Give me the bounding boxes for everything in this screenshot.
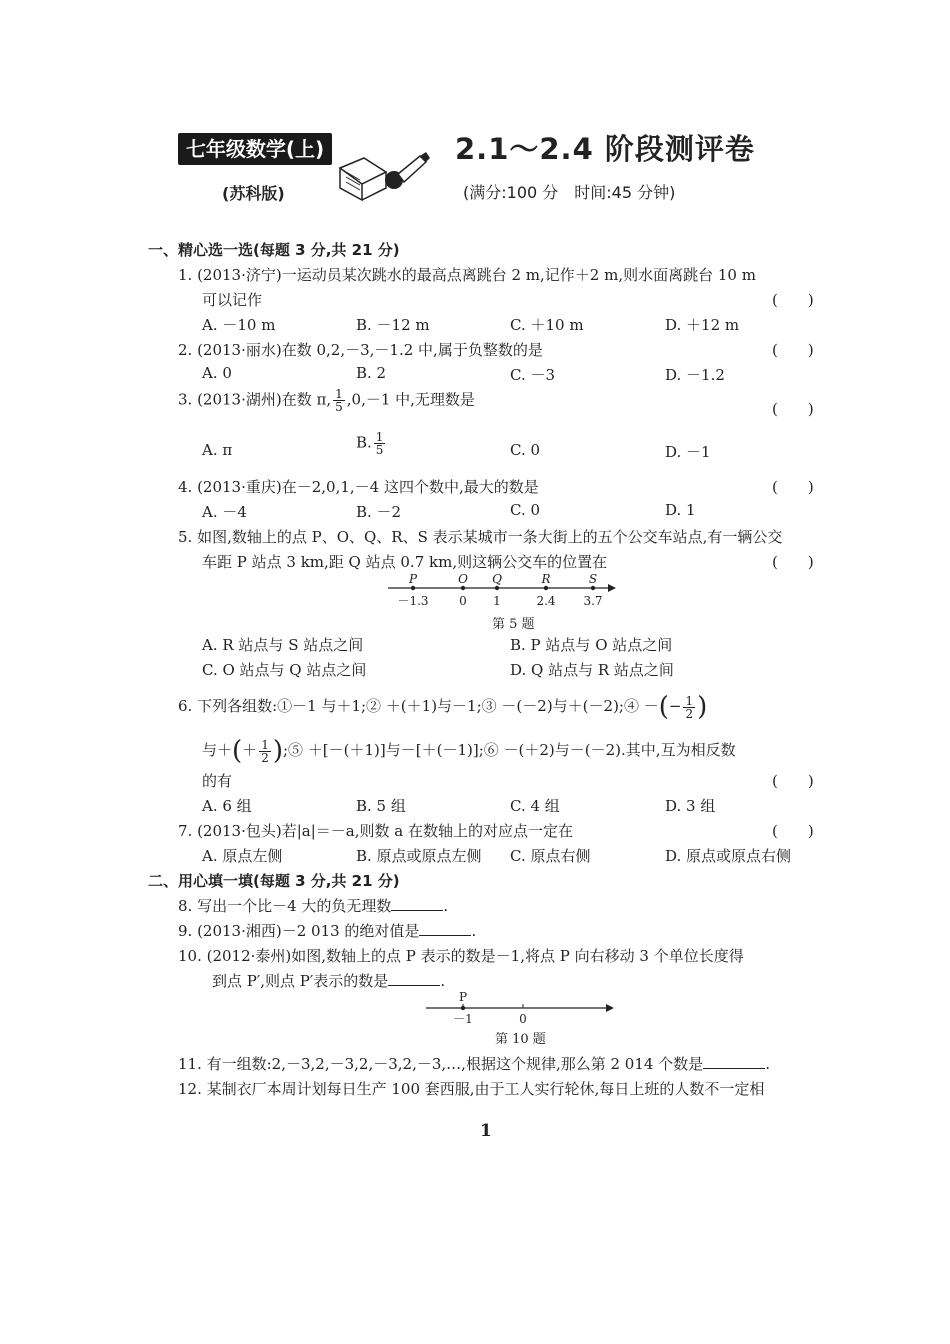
axis-arrow-icon — [608, 584, 616, 592]
question-6-text-line2: 与＋(＋ $\frac{1}{2}$ );⑤ ＋[－(＋1)]与－[＋(－1)];⑥ －(＋2)与－(－2).其中,互为相反数 — [202, 736, 736, 766]
question-6-line2-end: ;⑤ ＋[－(＋1)]与－[＋(－1)];⑥ －(＋2)与－(－2).其中,互为相反数 — [282, 741, 736, 759]
question-1-text-line2: 可以记作 — [202, 291, 263, 309]
point-label-r: R — [541, 572, 551, 586]
option-c: C. ＋10 m — [510, 316, 584, 334]
question-5-text: 5. 如图,数轴上的点 P、O、Q、R、S 表示某城市一条大街上的五个公交车站点,有一辆公交 — [178, 528, 783, 546]
question-6-text-start: 6. 下列各组数:①－1 与＋1;② ＋(＋1)与－1;③ －(－2)与＋(－2);④ － — [178, 697, 659, 715]
option-a: A. 原点左侧 — [202, 847, 283, 865]
section-1-heading: 一、精心选一选(每题 3 分,共 21 分) — [148, 241, 400, 259]
point-label-o: O — [458, 572, 468, 586]
question-10-text-line2: 到点 P′,则点 P′表示的数是 . — [212, 972, 446, 990]
question-6-text: 6. 下列各组数:①－1 与＋1;② ＋(＋1)与－1;③ －(－2)与＋(－2);④ －(− $\frac{1}{2}$ ) — [178, 692, 708, 722]
fraction-numerator: 1 — [375, 430, 384, 444]
question-5-text-line2: 车距 P 站点 3 km,距 Q 站点 0.7 km,则这辆公交车的位置在 — [202, 553, 608, 571]
option-c: C. O 站点与 Q 站点之间 — [202, 661, 367, 679]
number-line-figure-10 — [420, 990, 615, 1030]
answer-bracket: ( ) — [772, 341, 814, 359]
question-10-text: 10. (2012·泰州)如图,数轴上的点 P 表示的数是－1,将点 P 向右移动 3 个单位长度得 — [178, 947, 744, 965]
tick-label-0: －1 — [453, 1012, 473, 1026]
answer-bracket: ( ) — [772, 822, 814, 840]
fraction-one-fifth — [374, 431, 386, 456]
option-b: B. P 站点与 O 站点之间 — [510, 636, 673, 654]
fraction-numerator: 1 — [335, 387, 343, 401]
section-2-heading: 二、用心填一填(每题 3 分,共 21 分) — [148, 872, 400, 890]
left-paren: ( — [232, 736, 243, 766]
question-12-text: 12. 某制衣厂本周计划每日生产 100 套西服,由于工人实行轮休,每日上班的人数不一定相 — [178, 1080, 765, 1098]
question-11-text: 11. 有一组数:2,－3,2,－3,2,－3,2,－3,…,根据这个规律,那么第 2 014 个数是 . — [178, 1055, 770, 1073]
point-p — [461, 1006, 465, 1010]
question-3-text-end: ,0,－1 中,无理数是 — [346, 390, 475, 409]
fraction-one-half — [259, 739, 271, 764]
point-value-o: 0 — [459, 594, 467, 608]
question-8-text: 8. 写出一个比－4 大的负无理数 . — [178, 897, 449, 915]
option-c: C. 原点右侧 — [510, 847, 591, 865]
question-9-body: 9. (2013·湘西)－2 013 的绝对值是 — [178, 922, 420, 940]
option-a: A. －4 — [202, 503, 247, 521]
figure-10-caption: 第 10 题 — [495, 1032, 546, 1047]
question-6-text-line3: 的有 — [202, 772, 233, 790]
question-2-text: 2. (2013·丽水)在数 0,2,－3,－1.2 中,属于负整数的是 — [178, 341, 543, 359]
option-d: D. －1 — [665, 443, 711, 461]
option-d: D. Q 站点与 R 站点之间 — [510, 661, 674, 679]
answer-blank — [703, 1056, 765, 1069]
fraction-denominator: 2 — [685, 706, 694, 721]
point-s — [591, 586, 595, 590]
point-r — [544, 586, 548, 590]
score-time-info: (满分:100 分 时间:45 分钟) — [463, 183, 676, 202]
option-c: C. 0 — [510, 501, 541, 519]
option-a: A. π — [202, 441, 233, 459]
option-b-label: B. — [356, 433, 372, 452]
book-pen-icon — [334, 150, 434, 205]
question-6-line2-start: 与＋ — [202, 741, 233, 759]
number-line-points — [397, 572, 602, 608]
answer-blank — [391, 898, 443, 911]
answer-bracket: ( ) — [772, 553, 814, 571]
point-o — [461, 586, 465, 590]
option-b: B. －2 — [356, 503, 402, 521]
fraction-denominator: 2 — [261, 750, 269, 765]
left-paren: ( — [658, 692, 669, 722]
point-value-q: 1 — [493, 594, 501, 608]
question-8-body: 8. 写出一个比－4 大的负无理数 — [178, 897, 392, 915]
fraction-denominator: 5 — [335, 400, 343, 414]
number-line-figure-5 — [380, 572, 620, 614]
point-p — [411, 586, 415, 590]
answer-bracket: ( ) — [772, 291, 814, 309]
option-a: A. 0 — [202, 364, 232, 382]
option-a: A. －10 m — [202, 316, 276, 334]
grade-badge: 七年级数学(上) — [178, 133, 332, 165]
right-paren: ) — [697, 692, 708, 722]
option-a: A. R 站点与 S 站点之间 — [202, 636, 364, 654]
option-b — [356, 431, 387, 456]
point-value-p: －1.3 — [397, 594, 429, 608]
question-11-body: 11. 有一组数:2,－3,2,－3,2,－3,2,－3,…,根据这个规律,那么第 2 014 个数是 — [178, 1055, 704, 1073]
fraction-one-fifth — [333, 388, 345, 413]
answer-bracket: ( ) — [772, 478, 814, 496]
point-label-p: P — [458, 990, 468, 1004]
axis-arrow-icon — [606, 1004, 614, 1012]
option-b: B. 原点或原点左侧 — [356, 847, 482, 865]
point-label-p: P — [408, 572, 418, 586]
page-number: 1 — [480, 1121, 492, 1141]
answer-bracket: ( ) — [772, 772, 814, 790]
right-paren: ) — [272, 736, 283, 766]
figure-5-caption: 第 5 题 — [492, 617, 535, 632]
tick-label-1: 0 — [519, 1012, 527, 1026]
option-b: B. 5 组 — [356, 797, 406, 815]
option-c: C. 0 — [510, 441, 541, 459]
point-q — [495, 586, 499, 590]
option-d: D. 原点或原点右侧 — [665, 847, 792, 865]
answer-bracket: ( ) — [772, 400, 814, 418]
option-d: D. 1 — [665, 501, 696, 519]
point-value-r: 2.4 — [536, 594, 556, 608]
answer-blank — [419, 923, 471, 936]
option-a: A. 6 组 — [202, 797, 252, 815]
option-d: D. －1.2 — [665, 366, 725, 384]
question-9-text: 9. (2013·湘西)－2 013 的绝对值是 . — [178, 922, 477, 940]
option-b: B. 2 — [356, 364, 387, 382]
edition-label: (苏科版) — [222, 184, 285, 203]
question-10-body: 到点 P′,则点 P′表示的数是 — [212, 972, 389, 990]
document-title: 2.1～2.4 阶段测评卷 — [455, 132, 755, 166]
question-3-text — [178, 388, 475, 413]
question-3-text-start: 3. (2013·湖州)在数 π, — [178, 390, 332, 409]
fraction-numerator: 1 — [685, 693, 694, 708]
point-label-q: Q — [492, 572, 502, 586]
option-c: C. 4 组 — [510, 797, 560, 815]
option-b: B. －12 m — [356, 316, 430, 334]
point-value-s: 3.7 — [583, 594, 603, 608]
question-1-text: 1. (2013·济宁)一运动员某次跳水的最高点离跳台 2 m,记作＋2 m,则水面离跳台 10 m — [178, 266, 756, 284]
fraction-one-half — [683, 695, 695, 720]
point-label-s: S — [588, 572, 598, 586]
question-7-text: 7. (2013·包头)若|a|＝－a,则数 a 在数轴上的对应点一定在 — [178, 822, 573, 840]
answer-blank — [388, 973, 440, 986]
question-4-text: 4. (2013·重庆)在－2,0,1,－4 这四个数中,最大的数是 — [178, 478, 539, 496]
fraction-denominator: 5 — [375, 443, 384, 457]
option-c: C. －3 — [510, 366, 556, 384]
fraction-numerator: 1 — [261, 737, 269, 752]
option-d: D. ＋12 m — [665, 316, 740, 334]
option-d: D. 3 组 — [665, 797, 716, 815]
